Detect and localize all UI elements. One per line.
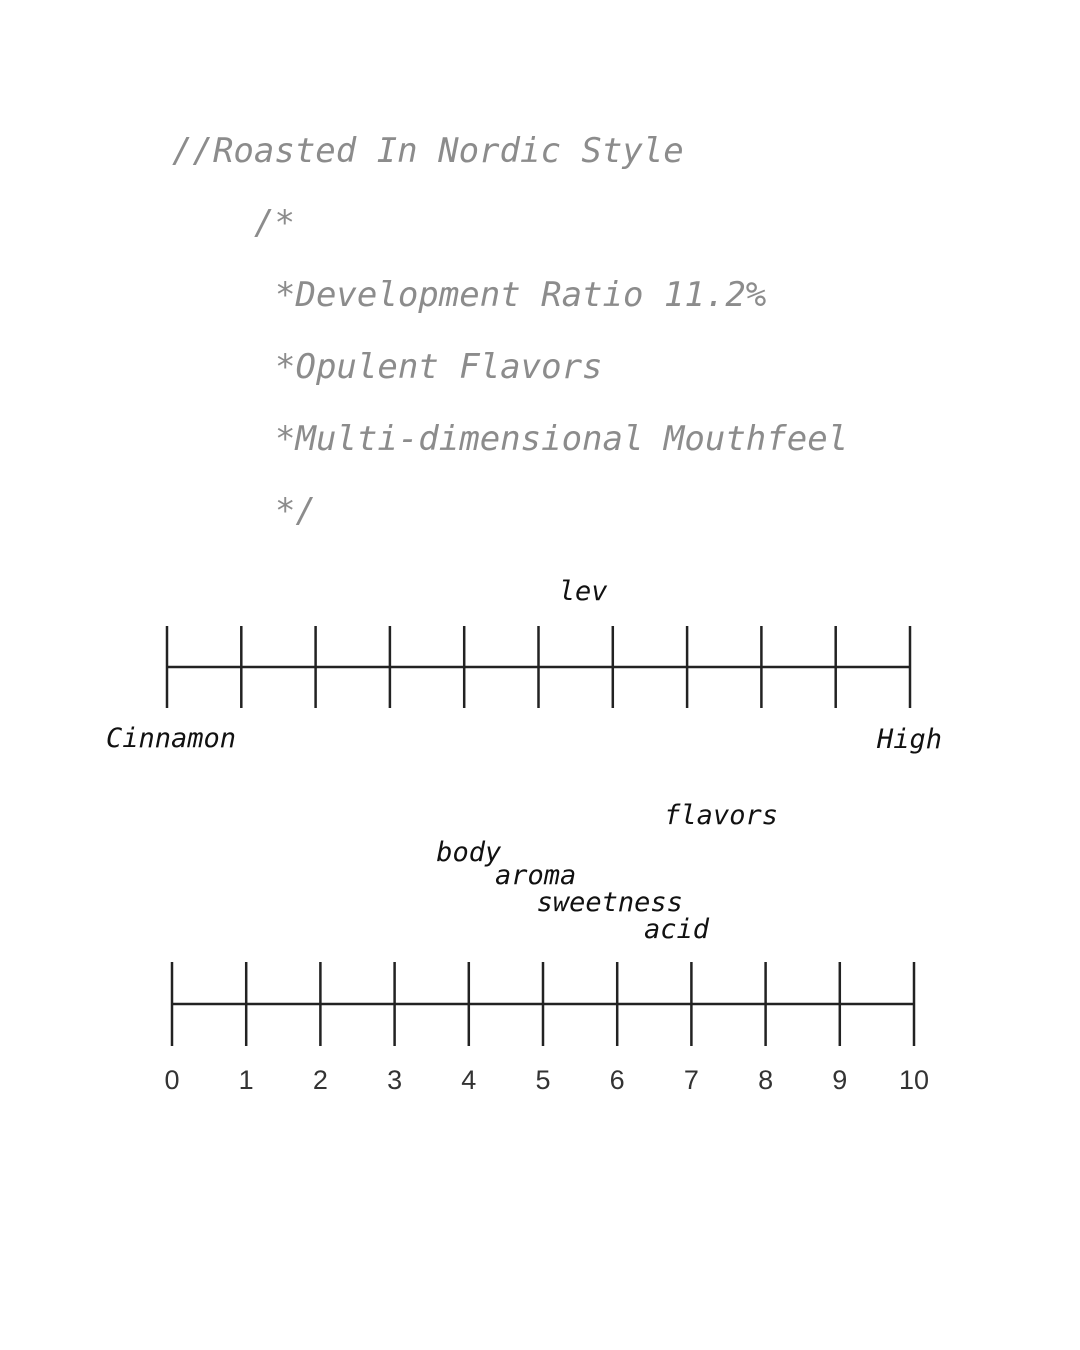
opulent-flavors-line: *Opulent Flavors — [275, 347, 603, 387]
intensity-tick-label-4: 4 — [461, 1065, 477, 1095]
intensity-scale — [164, 800, 929, 1095]
intensity-annotations — [436, 800, 778, 945]
intensity-annotation-sweetness: sweetness — [536, 887, 683, 918]
scale-left-end-label: Cinnamon — [106, 723, 237, 754]
code-comment-block — [0, 0, 1080, 560]
intensity-annotation-body: body — [436, 837, 502, 868]
development-ratio-line: *Development Ratio 11.2% — [275, 275, 767, 315]
comment-close-line: */ — [275, 491, 316, 531]
intensity-tick-label-0: 0 — [164, 1065, 180, 1095]
roast-level-scale — [106, 576, 942, 755]
intensity-tick-label-1: 1 — [238, 1065, 254, 1095]
intensity-tick-label-9: 9 — [832, 1065, 848, 1095]
intensity-annotation-aroma: aroma — [494, 860, 577, 891]
intensity-annotation-flavors: flavors — [664, 800, 778, 831]
roast-scales-chart — [0, 560, 1080, 1120]
intensity-tick-label-5: 5 — [535, 1065, 551, 1095]
intensity-tick-label-6: 6 — [609, 1065, 625, 1095]
intensity-tick-label-8: 8 — [758, 1065, 774, 1095]
comment-open-line: /* — [254, 203, 295, 243]
intensity-tick-label-10: 10 — [898, 1065, 930, 1095]
roast-style-line: //Roasted In Nordic Style — [172, 131, 684, 171]
intensity-tick-labels — [164, 1065, 929, 1095]
intensity-tick-label-3: 3 — [387, 1065, 403, 1095]
roast-level-annotations — [559, 576, 608, 607]
intensity-tick-label-7: 7 — [683, 1065, 699, 1095]
intensity-annotation-acid: acid — [644, 914, 710, 945]
intensity-tick-label-2: 2 — [312, 1065, 328, 1095]
roast-level-annotation-0: lev — [558, 576, 608, 607]
scale-right-end-label: High — [877, 724, 943, 755]
mouthfeel-line: *Multi-dimensional Mouthfeel — [275, 419, 849, 459]
